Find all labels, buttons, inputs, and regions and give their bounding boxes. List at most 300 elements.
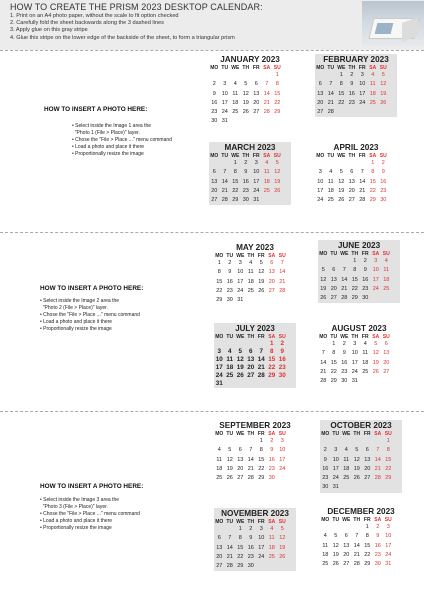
empty-day-cell bbox=[315, 159, 326, 168]
empty-day-cell bbox=[241, 71, 252, 80]
empty-day-cell bbox=[336, 159, 347, 168]
weekday-label: FR bbox=[363, 517, 371, 523]
day-cell: 22 bbox=[385, 465, 392, 472]
day-cell: 20 bbox=[237, 465, 244, 472]
day-cell: 19 bbox=[242, 99, 249, 106]
day-cell: 27 bbox=[364, 475, 371, 482]
day-cell: 26 bbox=[242, 109, 249, 116]
day-cell: 15 bbox=[364, 542, 371, 549]
empty-day-cell bbox=[326, 71, 337, 80]
week-row bbox=[214, 278, 296, 287]
day-cell: 8 bbox=[332, 350, 336, 357]
day-cell: 28 bbox=[279, 287, 286, 294]
day-cell: 20 bbox=[211, 187, 218, 194]
month-title: MAY 2023 bbox=[236, 243, 274, 252]
bullet-item: • Proportionally resize the image bbox=[40, 326, 112, 332]
fold-line-2 bbox=[0, 232, 424, 233]
weekday-label: WE bbox=[342, 517, 351, 523]
day-cell: 30 bbox=[362, 295, 369, 302]
day-cell: 27 bbox=[317, 109, 324, 116]
week-row bbox=[209, 117, 291, 126]
empty-day-cell bbox=[357, 159, 368, 168]
day-cell: 5 bbox=[321, 267, 325, 274]
weekday-label: TH bbox=[348, 65, 356, 71]
weekday-label: WE bbox=[340, 251, 349, 257]
day-cell: 5 bbox=[238, 348, 242, 355]
day-cell: 31 bbox=[237, 297, 244, 304]
day-cell: 9 bbox=[280, 348, 284, 355]
day-cell: 26 bbox=[274, 187, 281, 194]
day-cell: 21 bbox=[279, 278, 286, 285]
day-cell: 12 bbox=[274, 169, 281, 176]
day-cell: 12 bbox=[338, 178, 345, 185]
bullet-item: • Select inside the Image 1 area the bbox=[72, 123, 152, 129]
empty-day-cell bbox=[235, 380, 246, 388]
day-cell: 4 bbox=[233, 81, 237, 88]
weekday-label: SA bbox=[372, 251, 380, 257]
day-cell: 8 bbox=[217, 269, 221, 276]
day-cell: 3 bbox=[374, 258, 378, 264]
day-cell: 13 bbox=[211, 178, 218, 185]
day-cell: 10 bbox=[279, 447, 286, 454]
day-cell: 3 bbox=[217, 348, 221, 355]
weekday-label: TU bbox=[226, 519, 234, 525]
day-cell: 12 bbox=[353, 456, 360, 463]
day-cell: 16 bbox=[322, 465, 329, 472]
day-cell: 18 bbox=[268, 544, 275, 551]
week-row bbox=[318, 359, 400, 368]
week-row bbox=[320, 523, 402, 532]
day-cell: 29 bbox=[330, 378, 337, 385]
day-cell: 28 bbox=[353, 561, 360, 568]
day-cell: 23 bbox=[242, 187, 249, 194]
week-row bbox=[214, 465, 296, 474]
day-cell: 23 bbox=[348, 99, 355, 106]
weekday-label: WE bbox=[340, 334, 349, 340]
day-cell: 17 bbox=[385, 542, 392, 549]
week-row bbox=[318, 276, 400, 285]
empty-day-cell bbox=[352, 437, 363, 446]
day-cell: 7 bbox=[265, 81, 269, 88]
month-title: JULY 2023 bbox=[235, 324, 275, 333]
day-cell: 24 bbox=[359, 99, 366, 106]
empty-day-cell bbox=[225, 437, 236, 446]
day-cell: 18 bbox=[383, 276, 390, 283]
weekday-label: SA bbox=[372, 334, 380, 340]
empty-day-cell bbox=[246, 296, 257, 305]
calendar-september bbox=[214, 420, 296, 483]
weekday-label: SU bbox=[384, 431, 392, 437]
weekday-label: SU bbox=[382, 334, 390, 340]
day-cell: 30 bbox=[278, 372, 286, 379]
day-cell: 29 bbox=[364, 561, 371, 568]
weekday-label: MO bbox=[210, 65, 219, 71]
week-row bbox=[318, 257, 400, 266]
day-cell: 8 bbox=[238, 535, 242, 542]
weekday-label: SU bbox=[278, 431, 286, 437]
day-cell: 26 bbox=[258, 287, 265, 294]
day-cell: 2 bbox=[244, 160, 248, 166]
day-cell: 24 bbox=[279, 465, 286, 472]
empty-day-cell bbox=[267, 562, 278, 571]
month-title: AUGUST 2023 bbox=[331, 324, 387, 333]
day-cell: 2 bbox=[212, 81, 216, 88]
day-cell: 26 bbox=[226, 475, 233, 482]
day-cell: 10 bbox=[215, 356, 223, 363]
day-cell: 6 bbox=[318, 81, 322, 88]
step-3: 3. Apply glue on this gray stripe bbox=[10, 27, 88, 34]
day-cell: 1 bbox=[332, 341, 336, 347]
day-cell: 19 bbox=[372, 359, 379, 366]
week-row bbox=[214, 544, 296, 553]
empty-day-cell bbox=[362, 483, 373, 492]
day-cell: 16 bbox=[348, 90, 355, 97]
empty-day-cell bbox=[341, 483, 352, 492]
week-row bbox=[315, 71, 397, 80]
day-cell: 22 bbox=[258, 465, 265, 472]
day-cell: 12 bbox=[332, 542, 339, 549]
day-cell: 22 bbox=[364, 551, 371, 558]
day-cell: 11 bbox=[383, 267, 390, 274]
empty-day-cell bbox=[235, 437, 246, 446]
week-row bbox=[214, 340, 296, 348]
day-cell: 6 bbox=[384, 341, 388, 347]
week-row bbox=[318, 368, 400, 377]
day-cell: 7 bbox=[355, 533, 359, 540]
day-cell: 11 bbox=[322, 542, 329, 549]
day-cell: 24 bbox=[215, 372, 223, 379]
day-cell: 25 bbox=[362, 368, 369, 375]
bullet-item: "Photo 2 (File > Place)" layer. bbox=[42, 305, 108, 311]
day-cell: 13 bbox=[343, 542, 350, 549]
calendar-december bbox=[320, 506, 402, 569]
day-cell: 10 bbox=[372, 267, 379, 274]
empty-day-cell bbox=[230, 117, 241, 126]
day-cell: 27 bbox=[348, 197, 355, 204]
week-row bbox=[214, 364, 296, 372]
day-cell: 10 bbox=[253, 169, 260, 176]
day-cell: 23 bbox=[362, 285, 369, 292]
month-title: DECEMBER 2023 bbox=[327, 507, 395, 516]
week-row bbox=[315, 80, 397, 89]
day-cell: 3 bbox=[280, 438, 284, 444]
empty-day-cell bbox=[256, 562, 267, 571]
day-cell: 19 bbox=[274, 178, 281, 185]
day-cell: 15 bbox=[274, 90, 281, 97]
day-cell: 21 bbox=[221, 187, 228, 194]
empty-day-cell bbox=[360, 377, 371, 386]
day-cell: 9 bbox=[270, 447, 274, 454]
day-cell: 19 bbox=[338, 187, 345, 194]
day-cell: 3 bbox=[238, 260, 242, 266]
week-row bbox=[320, 456, 402, 465]
weekday-label: TH bbox=[351, 251, 359, 257]
week-row bbox=[209, 196, 291, 205]
day-cell: 25 bbox=[232, 109, 239, 116]
day-cell: 18 bbox=[343, 465, 350, 472]
day-cell: 14 bbox=[263, 90, 270, 97]
week-row bbox=[318, 340, 400, 349]
empty-day-cell bbox=[331, 523, 342, 532]
day-cell: 18 bbox=[369, 90, 376, 97]
day-cell: 12 bbox=[380, 81, 387, 88]
day-cell: 16 bbox=[226, 278, 233, 285]
day-cell: 20 bbox=[216, 553, 223, 560]
week-row bbox=[214, 437, 296, 446]
section-3-instructions bbox=[40, 497, 140, 532]
calendar-march bbox=[209, 142, 291, 205]
weekday-label: TH bbox=[247, 334, 255, 340]
day-cell: 24 bbox=[317, 197, 324, 204]
day-cell: 22 bbox=[274, 99, 281, 106]
weekday-label: FR bbox=[257, 253, 265, 259]
day-cell: 5 bbox=[280, 526, 284, 532]
day-cell: 18 bbox=[226, 364, 234, 371]
day-cell: 31 bbox=[215, 380, 223, 387]
day-cell: 11 bbox=[226, 356, 234, 363]
weekday-label: SA bbox=[374, 517, 382, 523]
day-cell: 4 bbox=[371, 72, 375, 78]
empty-day-cell bbox=[277, 380, 288, 388]
empty-day-cell bbox=[262, 196, 273, 205]
empty-day-cell bbox=[272, 117, 283, 126]
day-cell: 19 bbox=[380, 90, 387, 97]
day-cell: 16 bbox=[341, 359, 348, 366]
instruction-steps bbox=[10, 13, 235, 42]
day-cell: 17 bbox=[253, 178, 260, 185]
empty-day-cell bbox=[256, 340, 267, 348]
week-row bbox=[214, 525, 296, 534]
empty-day-cell bbox=[241, 117, 252, 126]
week-row bbox=[214, 534, 296, 543]
day-cell: 21 bbox=[353, 551, 360, 558]
day-cell: 10 bbox=[385, 533, 392, 540]
day-cell: 22 bbox=[232, 187, 239, 194]
weekday-label: SA bbox=[268, 431, 276, 437]
day-cell: 18 bbox=[247, 278, 254, 285]
day-cell: 13 bbox=[253, 90, 260, 97]
day-cell: 18 bbox=[322, 551, 329, 558]
day-cell: 24 bbox=[385, 551, 392, 558]
day-cell: 22 bbox=[268, 364, 276, 371]
weekday-label: MO bbox=[316, 65, 325, 71]
day-cell: 31 bbox=[253, 197, 260, 204]
weekday-label: TU bbox=[332, 517, 340, 523]
day-cell: 15 bbox=[216, 278, 223, 285]
day-cell: 16 bbox=[374, 542, 381, 549]
weekday-label: SU bbox=[379, 153, 387, 159]
weekday-label: SA bbox=[369, 153, 377, 159]
day-cell: 22 bbox=[338, 99, 345, 106]
day-cell: 14 bbox=[221, 178, 228, 185]
empty-day-cell bbox=[318, 340, 329, 349]
week-row bbox=[318, 285, 400, 294]
week-row bbox=[209, 80, 291, 89]
day-cell: 21 bbox=[226, 553, 233, 560]
calendar-august bbox=[318, 323, 400, 386]
day-cell: 2 bbox=[381, 160, 385, 166]
day-cell: 12 bbox=[320, 276, 327, 283]
day-cell: 8 bbox=[371, 169, 375, 176]
day-cell: 17 bbox=[359, 90, 366, 97]
week-row bbox=[214, 553, 296, 562]
weekday-label: SU bbox=[278, 334, 286, 340]
day-cell: 28 bbox=[226, 563, 233, 570]
day-cell: 2 bbox=[350, 72, 354, 78]
weekday-label: WE bbox=[236, 431, 245, 437]
day-cell: 27 bbox=[343, 561, 350, 568]
weekday-label: WE bbox=[236, 519, 245, 525]
day-cell: 25 bbox=[247, 287, 254, 294]
day-cell: 1 bbox=[238, 526, 242, 532]
weekday-label: WE bbox=[337, 65, 346, 71]
day-cell: 7 bbox=[321, 350, 325, 357]
day-cell: 4 bbox=[265, 160, 269, 166]
week-row bbox=[214, 268, 296, 277]
day-cell: 8 bbox=[269, 348, 274, 355]
empty-day-cell bbox=[339, 257, 350, 266]
day-cell: 17 bbox=[332, 465, 339, 472]
prism-side-face bbox=[402, 17, 418, 42]
day-cell: 4 bbox=[323, 533, 327, 540]
empty-day-cell bbox=[209, 159, 220, 168]
weekday-label: SU bbox=[278, 253, 286, 259]
day-cell: 28 bbox=[320, 378, 327, 385]
weekday-label: TU bbox=[226, 253, 234, 259]
week-row bbox=[214, 259, 296, 268]
day-cell: 31 bbox=[351, 378, 358, 385]
weekday-label: TU bbox=[327, 153, 335, 159]
glue-stripe-header bbox=[0, 0, 424, 50]
day-cell: 30 bbox=[380, 197, 387, 204]
section-2-instructions bbox=[40, 298, 140, 333]
weekday-label: TH bbox=[247, 253, 255, 259]
day-cell: 6 bbox=[217, 535, 221, 542]
bullet-item: • Proportionally resize the image bbox=[40, 525, 112, 531]
day-cell: 28 bbox=[359, 197, 366, 204]
day-cell: 21 bbox=[257, 364, 265, 371]
day-cell: 13 bbox=[237, 456, 244, 463]
week-row bbox=[318, 377, 400, 386]
day-cell: 15 bbox=[258, 456, 265, 463]
day-cell: 13 bbox=[330, 276, 337, 283]
day-cell: 17 bbox=[279, 456, 286, 463]
empty-day-cell bbox=[320, 437, 331, 446]
day-cell: 9 bbox=[212, 90, 216, 97]
empty-day-cell bbox=[347, 108, 358, 117]
section-1-instructions bbox=[72, 123, 172, 158]
day-cell: 2 bbox=[323, 447, 327, 454]
day-cell: 21 bbox=[374, 465, 381, 472]
week-row bbox=[320, 465, 402, 474]
calendar-april bbox=[315, 142, 397, 205]
day-cell: 2 bbox=[342, 341, 346, 347]
day-cell: 3 bbox=[318, 169, 322, 176]
empty-day-cell bbox=[256, 296, 267, 305]
day-cell: 4 bbox=[344, 447, 348, 454]
day-cell: 16 bbox=[242, 178, 249, 185]
day-cell: 30 bbox=[268, 475, 275, 482]
weekday-label: TH bbox=[351, 334, 359, 340]
day-cell: 15 bbox=[330, 359, 337, 366]
day-cell: 20 bbox=[253, 99, 260, 106]
month-title: MARCH 2023 bbox=[224, 143, 276, 152]
day-cell: 9 bbox=[376, 533, 380, 540]
day-cell: 30 bbox=[341, 378, 348, 385]
weekday-label: MO bbox=[319, 334, 328, 340]
day-cell: 15 bbox=[351, 276, 358, 283]
step-4: 4. Glue this stripe on the lower edge of the backside of the sheet, to form a triangular prism bbox=[10, 34, 235, 41]
weekday-label: TU bbox=[226, 334, 234, 340]
day-cell: 23 bbox=[380, 187, 387, 194]
empty-day-cell bbox=[368, 108, 379, 117]
day-cell: 1 bbox=[371, 160, 375, 166]
day-cell: 24 bbox=[351, 368, 358, 375]
day-cell: 22 bbox=[216, 287, 223, 294]
weekday-label: TU bbox=[327, 65, 335, 71]
empty-day-cell bbox=[383, 483, 394, 492]
day-cell: 5 bbox=[334, 533, 338, 540]
empty-day-cell bbox=[336, 108, 347, 117]
day-cell: 11 bbox=[232, 90, 239, 97]
day-cell: 19 bbox=[353, 465, 360, 472]
page-title: HOW TO CREATE THE PRISM 2023 DESKTOP CALENDAR: bbox=[10, 2, 263, 12]
day-cell: 17 bbox=[351, 359, 358, 366]
day-cell: 25 bbox=[263, 187, 270, 194]
month-title: NOVEMBER 2023 bbox=[221, 509, 289, 518]
bullet-item: • Chose the "File > Place ..." menu command bbox=[72, 137, 172, 143]
day-cell: 29 bbox=[258, 475, 265, 482]
empty-day-cell bbox=[371, 377, 382, 386]
empty-day-cell bbox=[315, 71, 326, 80]
week-row bbox=[209, 108, 291, 117]
weekday-label: SU bbox=[278, 519, 286, 525]
day-cell: 2 bbox=[249, 526, 253, 532]
day-cell: 11 bbox=[247, 269, 254, 276]
week-row bbox=[209, 168, 291, 177]
week-row bbox=[214, 456, 296, 465]
empty-day-cell bbox=[272, 196, 283, 205]
week-row bbox=[320, 532, 402, 541]
day-cell: 27 bbox=[383, 368, 390, 375]
bullet-item: • Load a photo and place it there bbox=[72, 144, 145, 150]
day-cell: 18 bbox=[362, 359, 369, 366]
day-cell: 30 bbox=[247, 563, 254, 570]
day-cell: 2 bbox=[228, 260, 232, 266]
day-cell: 9 bbox=[350, 81, 354, 88]
week-row bbox=[315, 168, 397, 177]
day-cell: 17 bbox=[215, 364, 223, 371]
day-cell: 24 bbox=[332, 475, 339, 482]
day-cell: 30 bbox=[374, 561, 381, 568]
day-cell: 23 bbox=[322, 475, 329, 482]
day-cell: 24 bbox=[258, 553, 265, 560]
day-cell: 17 bbox=[237, 278, 244, 285]
day-cell: 1 bbox=[339, 72, 343, 78]
weekday-label: SU bbox=[273, 65, 281, 71]
day-cell: 12 bbox=[242, 90, 249, 97]
day-cell: 18 bbox=[216, 465, 223, 472]
day-cell: 24 bbox=[221, 109, 228, 116]
empty-day-cell bbox=[373, 483, 384, 492]
day-cell: 6 bbox=[238, 447, 242, 454]
day-cell: 29 bbox=[232, 197, 239, 204]
empty-day-cell bbox=[378, 108, 389, 117]
day-cell: 1 bbox=[259, 438, 263, 444]
week-row bbox=[214, 287, 296, 296]
day-cell: 27 bbox=[253, 109, 260, 116]
empty-day-cell bbox=[326, 159, 337, 168]
